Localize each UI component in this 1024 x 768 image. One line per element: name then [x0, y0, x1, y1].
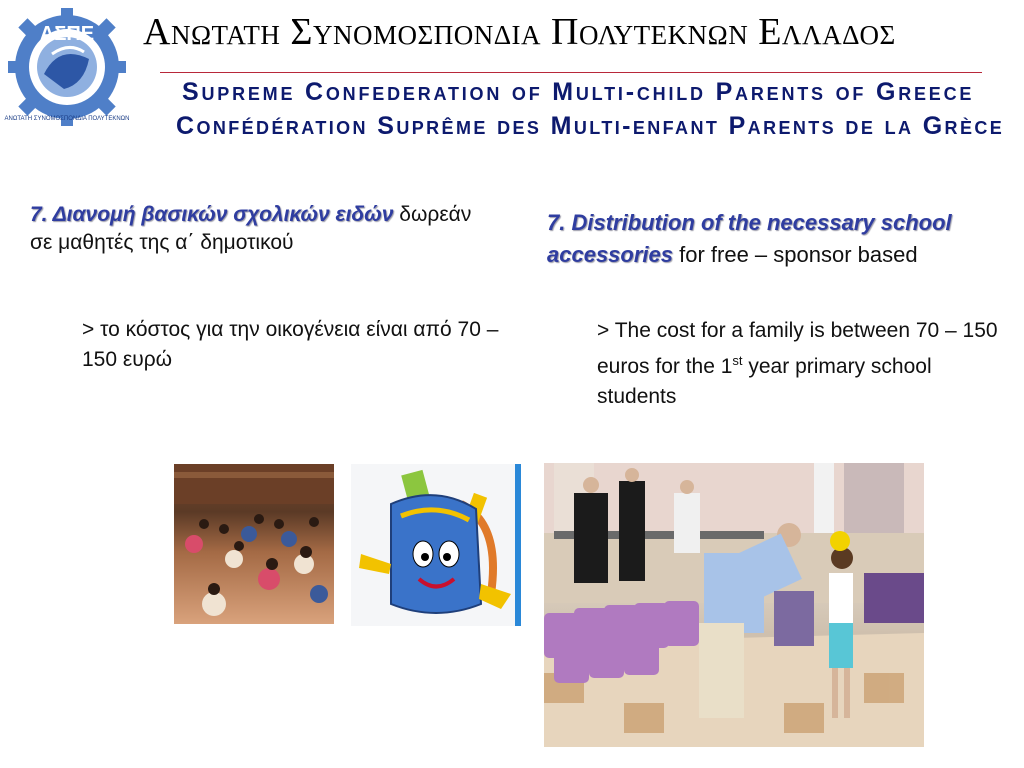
greek-heading-highlight: 7. Διανομή βασικών σχολικών ειδών — [30, 203, 394, 226]
title-french: Confédération Suprême des Multi-enfant Parents de la Grèce — [176, 112, 1005, 140]
header-divider — [160, 72, 982, 73]
english-point-heading — [547, 207, 1007, 271]
title-english: Supreme Confederation of Multi-child Parents of Greece — [182, 78, 975, 106]
logo-letters: ΑΣΠΕ — [39, 23, 95, 45]
cartoon-schoolbag-illustration — [351, 464, 521, 626]
title-greek: Ανωτατη Συνομοσπονδια Πολυτεκνων Ελλαδος — [143, 11, 896, 53]
logo-ring-text: ΑΝΩΤΑΤΗ ΣΥΝΟΜΟΣΠΟΝΔΙΑ ΠΟΛΥΤΕΚΝΩΝ — [4, 116, 130, 122]
english-heading-highlight: 7. Distribution of the necessary school accessories — [547, 210, 952, 267]
english-heading-rest: for free – sponsor based — [673, 242, 918, 267]
greek-cost-note: > το κόστος για την οικογένεια είναι από 70 – 150 ευρώ — [82, 318, 499, 371]
confederation-logo — [4, 4, 130, 130]
greek-heading-rest: δωρεάν σε μαθητές της α΄ δημοτικού — [30, 203, 472, 254]
english-cost-note: > The cost for a family is between 70 – 150 euros for the 1st year primary school students — [597, 319, 998, 408]
distribution-ceremony-photo — [544, 463, 924, 747]
greek-point-heading — [30, 201, 480, 257]
crowd-of-children-photo — [174, 464, 334, 624]
